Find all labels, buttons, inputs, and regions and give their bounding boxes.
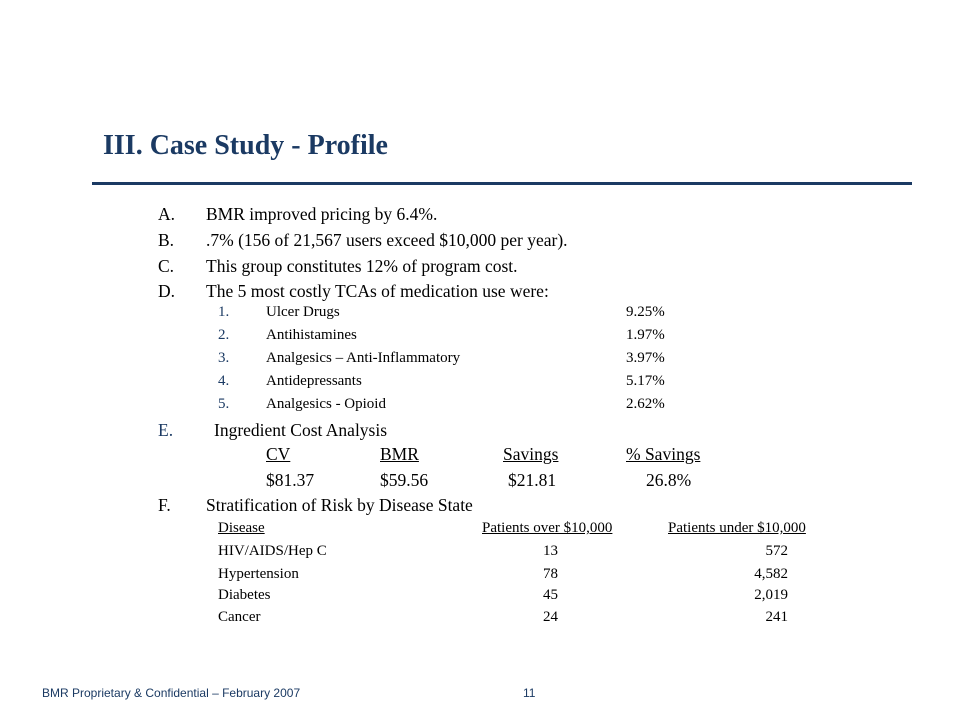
ingredient-section-title: Ingredient Cost Analysis (214, 420, 388, 440)
strat-header-disease: Disease (218, 520, 265, 536)
ingredient-value-bmr: $59.56 (380, 470, 429, 490)
tca-percent: 1.97% (626, 327, 665, 343)
item-label: D. (158, 281, 176, 301)
strat-disease: Diabetes (218, 587, 271, 603)
item-text: .7% (156 of 21,567 users exceed $10,000 per year). (206, 230, 568, 250)
ingredient-header-pct-savings: % Savings (626, 444, 701, 464)
tca-row (218, 373, 718, 393)
tca-name: Ulcer Drugs (266, 304, 340, 320)
strat-under: 2,019 (754, 587, 788, 603)
tca-number: 1. (218, 304, 230, 320)
list-item (158, 281, 858, 305)
strat-over: 45 (543, 587, 558, 603)
strat-over: 24 (543, 609, 558, 625)
tca-number: 5. (218, 396, 230, 412)
page-number: 11 (523, 686, 536, 700)
tca-row (218, 350, 718, 370)
tca-row (218, 304, 718, 324)
strat-over: 13 (543, 543, 558, 559)
strat-disease: HIV/AIDS/Hep C (218, 543, 327, 559)
tca-percent: 2.62% (626, 396, 665, 412)
list-item (158, 230, 858, 254)
strat-under: 572 (765, 543, 788, 559)
ingredient-value-pct-savings: 26.8% (646, 470, 692, 490)
strat-disease: Cancer (218, 609, 261, 625)
strat-under: 4,582 (754, 566, 788, 582)
stratification-section-label: F. (158, 495, 171, 515)
list-item (158, 256, 858, 280)
tca-percent: 5.17% (626, 373, 665, 389)
tca-name: Antihistamines (266, 327, 357, 343)
stratification-section-title: Stratification of Risk by Disease State (206, 495, 473, 515)
ingredient-header-savings: Savings (503, 444, 559, 464)
tca-row (218, 327, 718, 347)
item-label: C. (158, 256, 175, 276)
strat-disease: Hypertension (218, 566, 299, 582)
strat-header-over: Patients over $10,000 (482, 520, 613, 536)
tca-number: 2. (218, 327, 230, 343)
ingredient-header-bmr: BMR (380, 444, 419, 464)
tca-number: 4. (218, 373, 230, 389)
tca-number: 3. (218, 350, 230, 366)
strat-under: 241 (765, 609, 788, 625)
item-text: BMR improved pricing by 6.4%. (206, 204, 438, 224)
tca-name: Analgesics – Anti-Inflammatory (266, 350, 461, 366)
ingredient-header-cv: CV (266, 444, 291, 464)
tca-row (218, 396, 718, 416)
strat-header-under: Patients under $10,000 (668, 520, 806, 536)
strat-over: 78 (543, 566, 558, 582)
ingredient-section-label: E. (158, 420, 174, 440)
page-title: III. Case Study - Profile (103, 130, 388, 161)
tca-name: Analgesics - Opioid (266, 396, 386, 412)
tca-name: Antidepressants (266, 373, 362, 389)
list-item (158, 204, 858, 228)
item-text: The 5 most costly TCAs of medication use were: (206, 281, 549, 301)
tca-percent: 9.25% (626, 304, 665, 320)
footer-confidential: BMR Proprietary & Confidential – February 2007 (42, 686, 301, 700)
tca-percent: 3.97% (626, 350, 665, 366)
ingredient-value-savings: $21.81 (508, 470, 557, 490)
ingredient-value-cv: $81.37 (266, 470, 315, 490)
item-text: This group constitutes 12% of program cost. (206, 256, 518, 276)
title-divider (92, 182, 912, 185)
item-label: A. (158, 204, 176, 224)
item-label: B. (158, 230, 175, 250)
